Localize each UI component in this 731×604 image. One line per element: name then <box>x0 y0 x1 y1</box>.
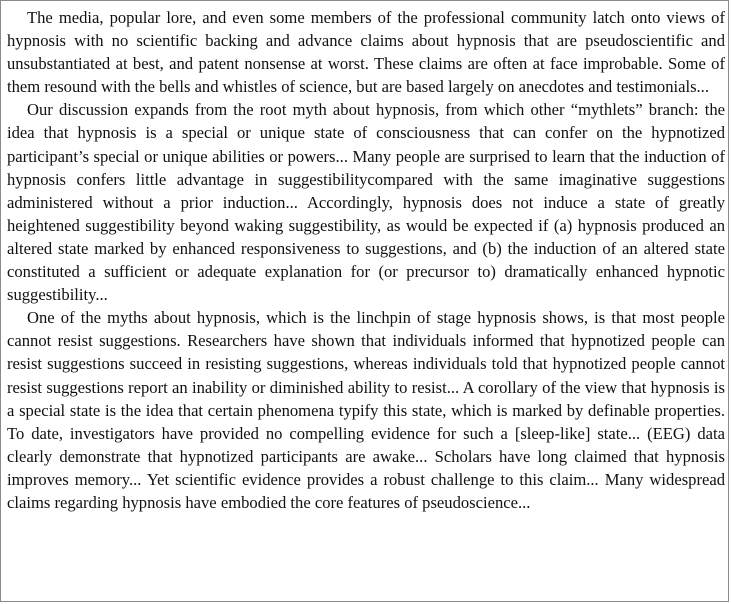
paragraph-media-claims: The media, popular lore, and even some members of the professional community latch onto views of hypnosis with no scientific backing and advance claims about hypnosis that are pseudoscientific and unsubstantiated at best, and patent nonsense at worst. These claims are often at face improbable. Some of them resound with the bells and whistles of science, but are based largely on anecdotes and testimonials... <box>7 8 725 97</box>
paragraph-resisting-suggestions: One of the myths about hypnosis, which is the linchpin of stage hypnosis shows, is that most people cannot resist suggestions. Researchers have shown that individuals informed that hypnotized people can resist suggestions succeed in resisting suggestions, whereas individuals told that hypnotized people cannot resist suggestions report an inability or diminished ability to resist... A corollary of the view that hypnosis is a special state is the idea that certain phenomena typify this state, which is marked by definable properties. To date, investigators have provided no compelling evidence for such a [sleep-like] state... (EEG) data clearly demonstrate that hypnotized participants are awake... Scholars have long claimed that hypnosis improves memory... Yet scientific evidence provides a robust challenge to this claim... Many widespread claims regarding hypnosis have embodied the core features of pseudoscience... <box>7 308 725 512</box>
paragraph-root-myth: Our discussion expands from the root myth about hypnosis, from which other “mythlets” branch: the idea that hypnosis is a special or unique state of consciousness that can confer on the hypnotized participant’s special or unique abilities or powers... Many people are surprised to learn that the induction of hypnosis confers little advantage in suggestibilitycompared with the same imaginative suggestions administered without a prior induction... Accordingly, hypnosis does not induce a state of greatly heightened suggestibility beyond waking suggestibility, as would be expected if (a) hypnosis produced an altered state marked by enhanced responsiveness to suggestions, and (b) the induction of an altered state constituted a sufficient or adequate explanation for (or precursor to) dramatically enhanced hypnotic suggestibility... <box>7 100 725 305</box>
document-body <box>7 6 725 514</box>
